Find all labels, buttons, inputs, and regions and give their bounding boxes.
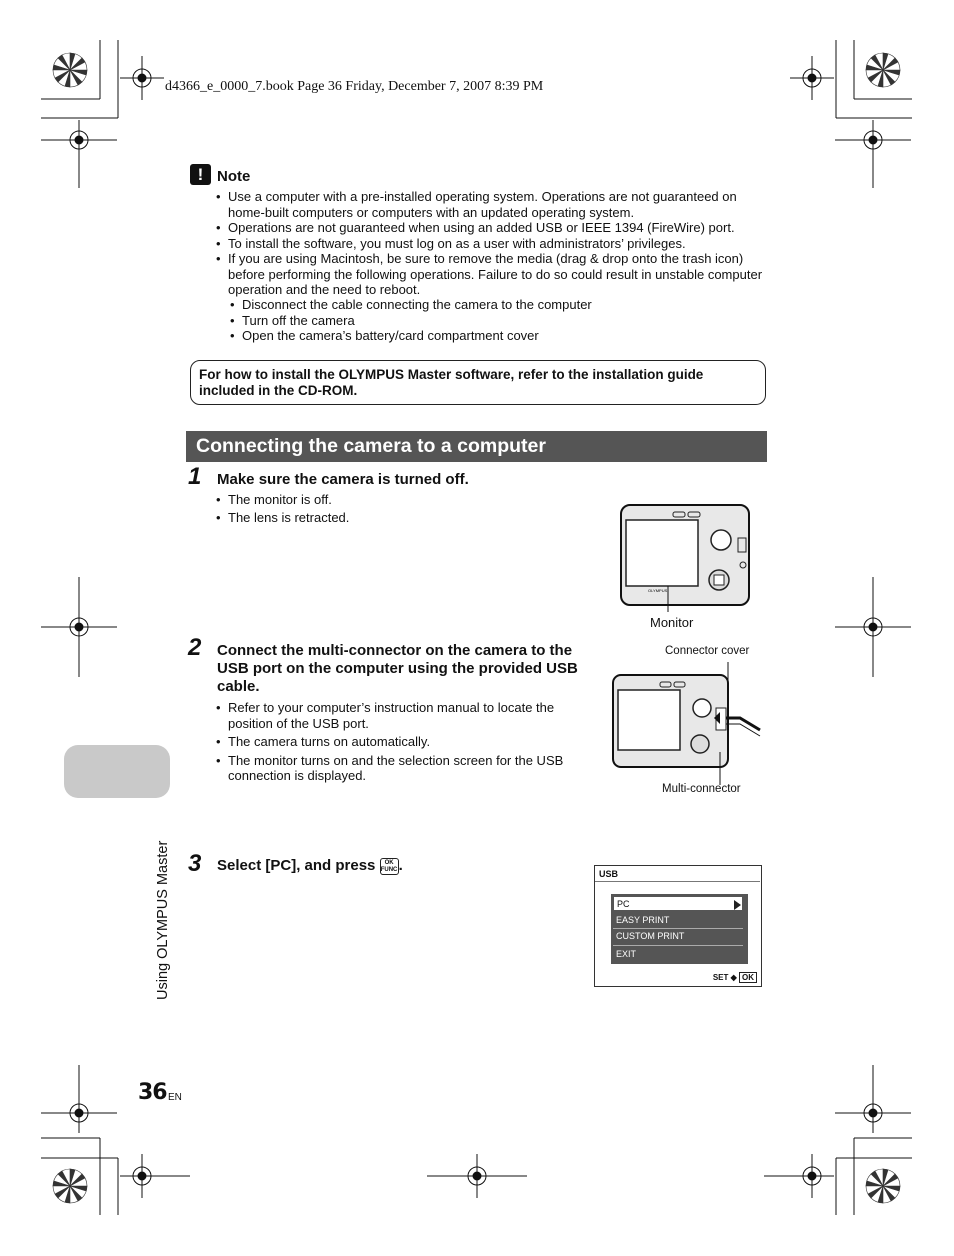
note-item: • To install the software, you must log on as a user with administrators’ privileges. [216,236,771,252]
chapter-tab [64,745,170,798]
divider [595,881,760,882]
usb-menu-item-custom-print[interactable]: CUSTOM PRINT [616,931,685,941]
usb-selection-screen [594,865,762,987]
note-subitem: • Disconnect the cable connecting the camera to the computer [230,297,750,313]
print-header: d4366_e_0000_7.book Page 36 Friday, December 7, 2007 8:39 PM [165,79,544,94]
step-item: • The lens is retracted. [216,510,576,526]
note-item: • Use a computer with a pre-installed operating system. Operations are not guaranteed on home-built computers or computers with an updated operating system. [216,189,771,220]
install-guide-box: For how to install the OLYMPUS Master software, refer to the installation guide included in the CD-ROM. [190,360,766,405]
usb-menu [611,894,748,964]
set-ok-hint: SET ◆ OK [713,972,757,983]
camera-usb-illustration [610,660,770,785]
divider [613,945,743,946]
figure-label-connector-cover: Connector cover [665,645,750,657]
step-item: • The monitor is off. [216,492,576,508]
step-list [216,492,576,525]
page-number: 36 [138,1080,167,1105]
step-title-text: Select [PC], and press [217,857,376,874]
page-language: EN [168,1092,182,1103]
note-sublist [230,297,750,344]
note-subitem: • Open the camera’s battery/card compartment cover [230,328,750,344]
right-arrow-icon [734,900,741,910]
note-title: Note [217,168,251,185]
camera-back-illustration [618,500,754,612]
usb-screen-title: USB [599,869,619,879]
step-title: Make sure the camera is turned off. [217,471,469,488]
usb-menu-item-easy-print[interactable]: EASY PRINT [616,915,670,925]
step-item: • The camera turns on automatically. [216,734,586,750]
step-item: • Refer to your computer’s instruction manual to locate the position of the USB port. [216,700,586,731]
step-number: 3 [188,850,202,877]
step-list [216,700,586,784]
svg-text:OLYMPUS: OLYMPUS [648,588,668,593]
ok-func-button-icon: OK FUNC [380,859,398,873]
usb-menu-item-exit[interactable]: EXIT [616,949,637,959]
usb-menu-item-pc[interactable]: PC [613,896,743,911]
step-number: 2 [188,634,202,661]
note-list [216,189,771,298]
chapter-side-label: Using OLYMPUS Master [155,840,171,1000]
exclamation-note-icon: ! [190,164,211,185]
note-subitem: • Turn off the camera [230,313,750,329]
step-item: • The monitor turns on and the selection screen for the USB connection is displayed. [216,753,586,784]
note-item: • If you are using Macintosh, be sure to remove the media (drag & drop onto the trash icon) before performing the following operations. Failure to do so could result in unstable computer operation and the need to reboot. [216,251,771,298]
ok-icon: OK [739,972,757,983]
step-number: 1 [188,463,202,490]
figure-label-monitor: Monitor [650,615,694,630]
figure-label-multi-connector: Multi-connector [662,783,741,795]
note-item: • Operations are not guaranteed when using an added USB or IEEE 1394 (FireWire) port. [216,220,771,236]
step-title: Select [PC], and press OK FUNC. [217,857,403,874]
step-title: Connect the multi-connector on the camera to the USB port on the computer using the provided USB cable. [217,642,578,695]
section-title: Connecting the camera to a computer [186,431,767,462]
